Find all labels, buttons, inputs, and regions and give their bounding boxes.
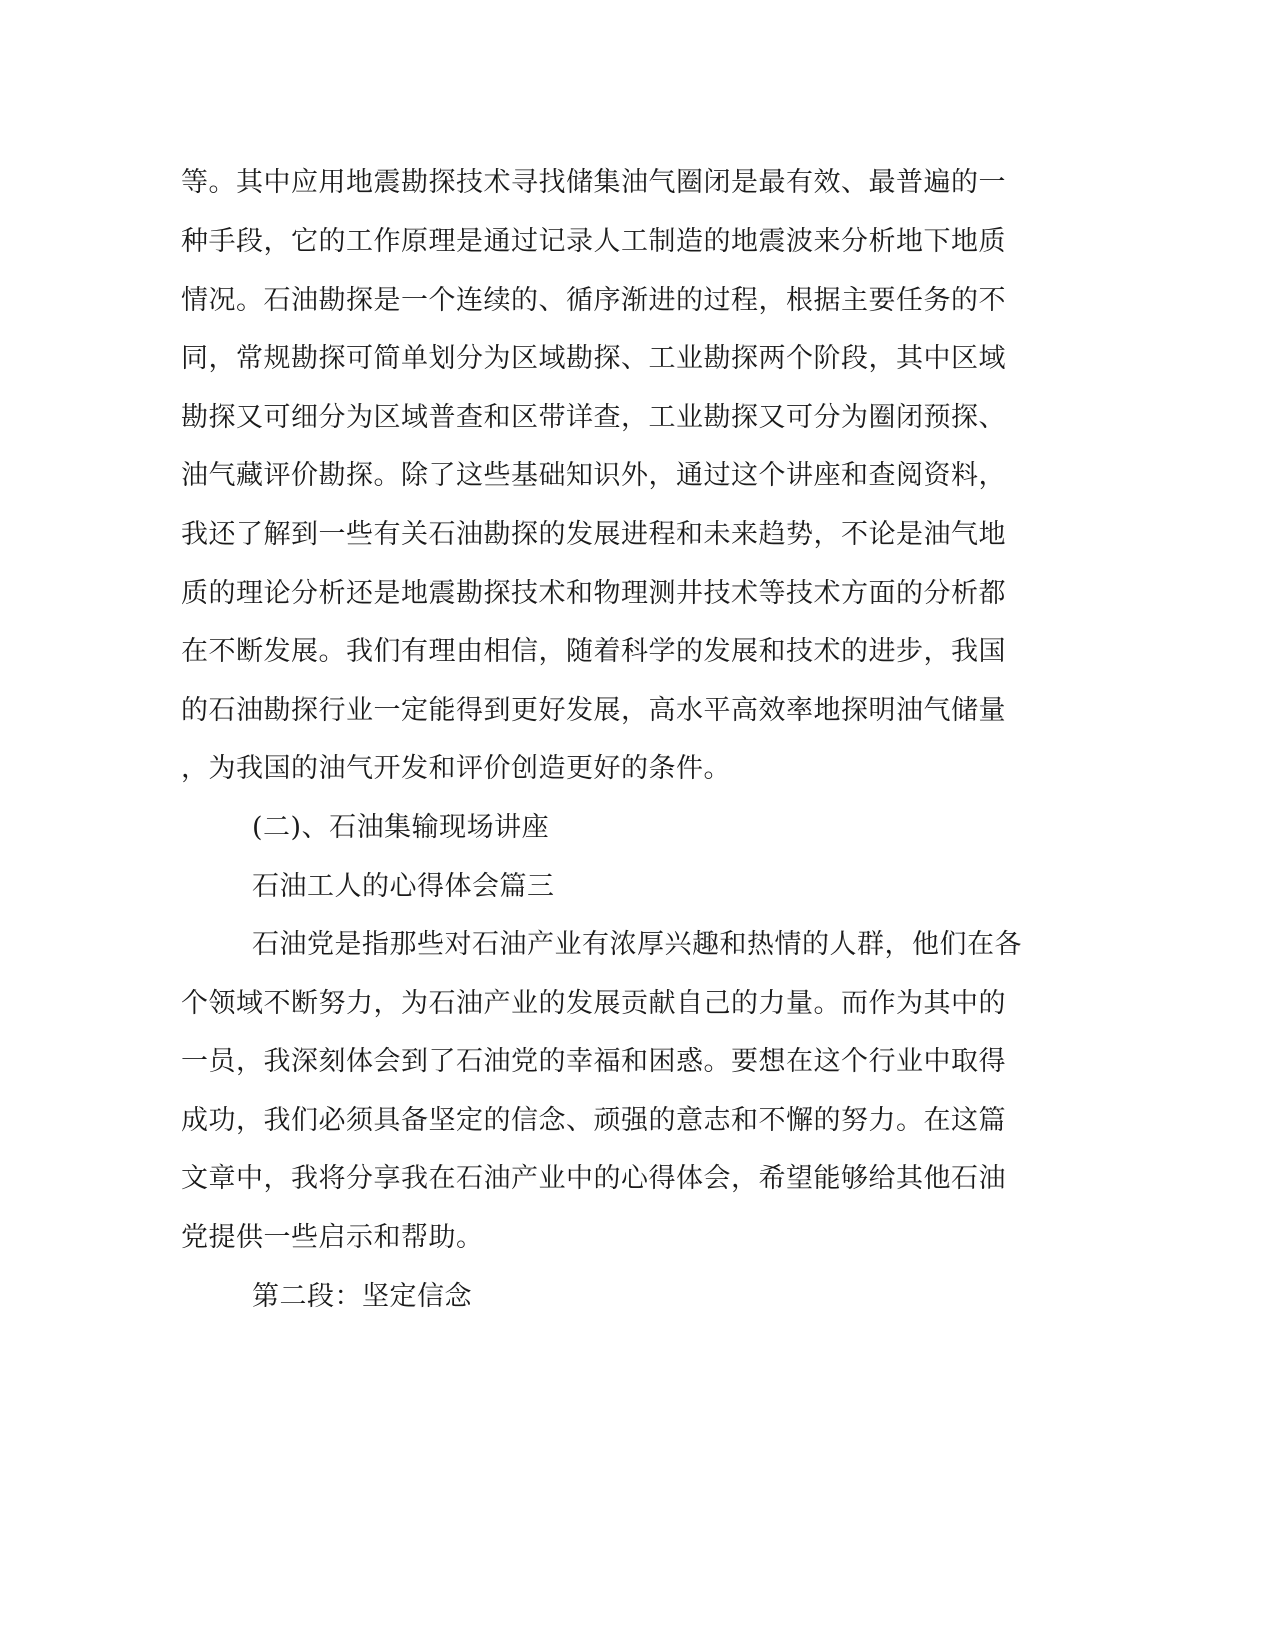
paragraph-line: 同，常规勘探可简单划分为区域勘探、工业勘探两个阶段，其中区域 <box>181 343 1006 374</box>
paragraph-line: 党提供一些启示和帮助。 <box>181 1222 484 1253</box>
article-title: 石油工人的心得体会篇三 <box>252 871 555 902</box>
paragraph-line: 油气藏评价勘探。除了这些基础知识外，通过这个讲座和查阅资料， <box>181 460 1006 491</box>
paragraph-line: 一员，我深刻体会到了石油党的幸福和困惑。要想在这个行业中取得 <box>181 1046 1006 1077</box>
paragraph-line: 等。其中应用地震勘探技术寻找储集油气圈闭是最有效、最普遍的一 <box>181 167 1006 198</box>
paragraph-line: 成功，我们必须具备坚定的信念、顽强的意志和不懈的努力。在这篇 <box>181 1105 1006 1136</box>
paragraph-line: ，为我国的油气开发和评价创造更好的条件。 <box>181 753 731 784</box>
paragraph-line: 个领域不断努力，为石油产业的发展贡献自己的力量。而作为其中的 <box>181 988 1006 1019</box>
paragraph-line: 勘探又可细分为区域普查和区带详查，工业勘探又可分为圈闭预探、 <box>181 402 1006 433</box>
paragraph-line: 我还了解到一些有关石油勘探的发展进程和未来趋势，不论是油气地 <box>181 519 1006 550</box>
section-heading: (二)、石油集输现场讲座 <box>252 812 550 843</box>
paragraph-line: 情况。石油勘探是一个连续的、循序渐进的过程，根据主要任务的不 <box>181 285 1006 316</box>
paragraph-line: 质的理论分析还是地震勘探技术和物理测井技术等技术方面的分析都 <box>181 578 1006 609</box>
paragraph-line: 种手段，它的工作原理是通过记录人工制造的地震波来分析地下地质 <box>181 226 1006 257</box>
paragraph-line: 在不断发展。我们有理由相信，随着科学的发展和技术的进步，我国 <box>181 636 1006 667</box>
paragraph-line: 石油党是指那些对石油产业有浓厚兴趣和热情的人群，他们在各 <box>252 929 1022 960</box>
section-heading: 第二段：坚定信念 <box>252 1281 472 1312</box>
paragraph-line: 文章中，我将分享我在石油产业中的心得体会，希望能够给其他石油 <box>181 1163 1006 1194</box>
paragraph-line: 的石油勘探行业一定能得到更好发展，高水平高效率地探明油气储量 <box>181 695 1006 726</box>
